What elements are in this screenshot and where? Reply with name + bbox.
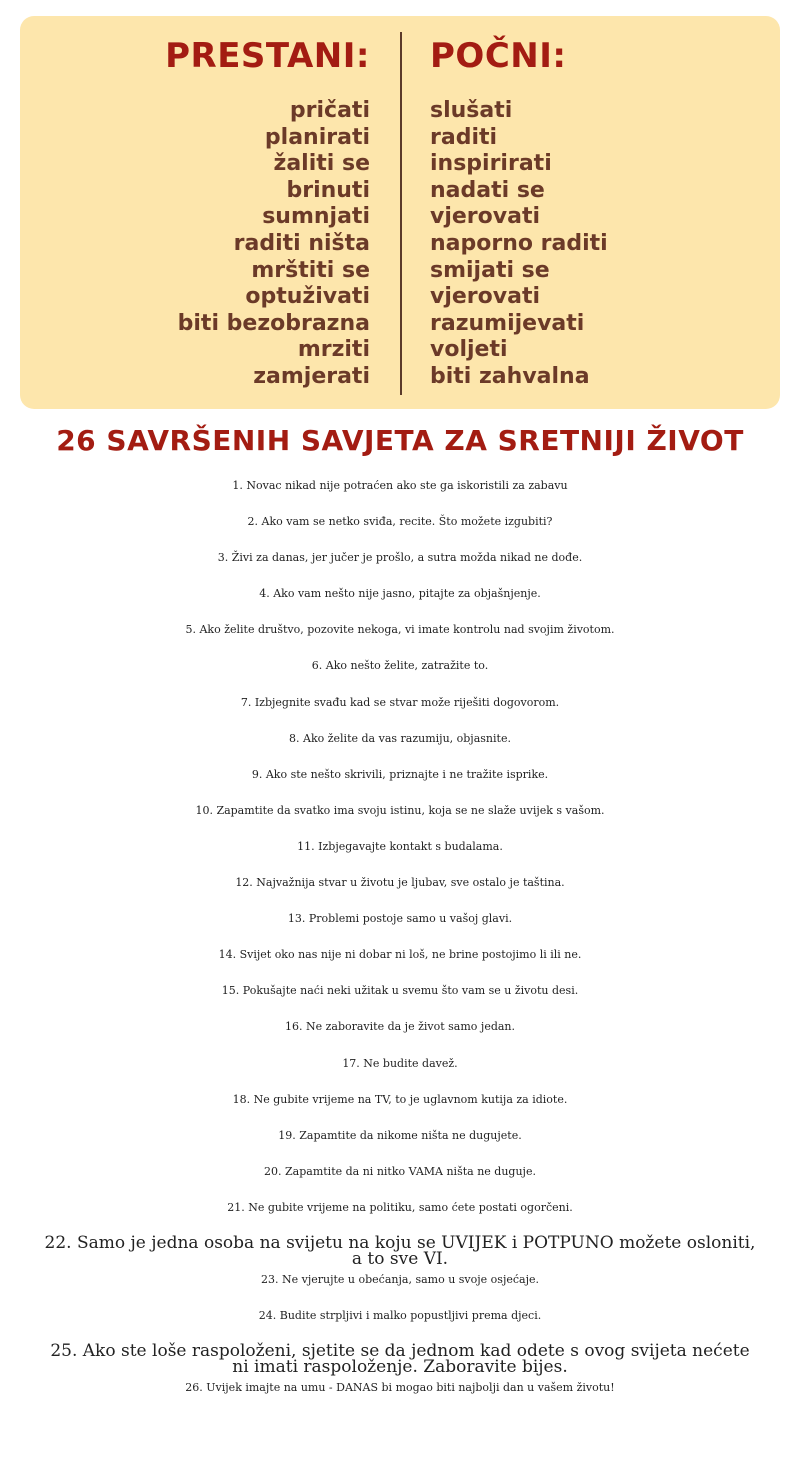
tip-item: 15. Pokušajte naći neki užitak u svemu što vam se u životu desi.: [221, 984, 579, 998]
tip-item: 26. Uvijek imajte na umu - DANAS bi mogao biti najbolji dan u vašem životu!: [185, 1381, 615, 1395]
stop-item: pričati: [289, 98, 370, 123]
start-item: raditi: [430, 124, 498, 150]
tip-item: 3. Živi za danas, jer jučer je prošlo, a sutra možda nikad ne dođe.: [217, 551, 583, 565]
stop-item: zamjerati: [253, 363, 370, 389]
tips-list: [0, 477, 800, 1415]
stop-start-card: [20, 16, 780, 409]
stop-item: biti bezobrazna: [177, 310, 370, 336]
stop-heading: PRESTANI:: [165, 36, 370, 76]
tip-item: 5. Ako želite društvo, pozovite nekoga, vi imate kontrolu nad svojim životom.: [185, 623, 615, 637]
column-divider: [400, 32, 402, 395]
tip-item: 17. Ne budite davež.: [342, 1056, 458, 1070]
start-item: nadati se: [430, 177, 545, 203]
tip-item: 20. Zapamtite da ni nitko VAMA ništa ne duguje.: [264, 1164, 536, 1178]
tip-item: 13. Problemi postoje samo u vašoj glavi.: [287, 912, 513, 926]
tip-item: 7. Izbjegnite svađu kad se stvar može riješiti dogovorom.: [240, 695, 560, 709]
stop-item: planirati: [264, 124, 370, 150]
stop-column: [165, 38, 370, 391]
tip-item: 24. Budite strpljivi i malko popustljivi prema djeci.: [258, 1309, 542, 1323]
tip-item: 2. Ako vam se netko sviđa, recite. Što možete izgubiti?: [247, 515, 553, 529]
start-list: [430, 98, 608, 391]
start-item: razumijevati: [430, 310, 585, 336]
start-item: naporno raditi: [430, 230, 608, 256]
stop-item: brinuti: [286, 177, 370, 203]
page-title: 26 SAVRŠENIH SAVJETA ZA SRETNIJI ŽIVOT: [56, 424, 744, 457]
tip-item: 12. Najvažnija stvar u životu je ljubav, sve ostalo je taština.: [235, 876, 565, 890]
stop-item: mrziti: [297, 337, 370, 363]
start-heading: POČNI:: [430, 36, 567, 76]
start-item: voljeti: [430, 337, 508, 363]
tip-item: 6. Ako nešto želite, zatražite to.: [311, 659, 489, 673]
tip-item: 4. Ako vam nešto nije jasno, pitajte za objašnjenje.: [259, 587, 541, 601]
tip-item: 25. Ako ste loše raspoloženi, sjetite se da jednom kad odete s ovog svijeta nećete ni imati raspoloženje. Zaboravite bijes.: [50, 1341, 750, 1378]
stop-item: žaliti se: [273, 151, 370, 177]
tip-item: 14. Svijet oko nas nije ni dobar ni loš, ne brine postojimo li ili ne.: [218, 948, 582, 962]
start-item: smijati se: [430, 257, 550, 283]
tip-item: 10. Zapamtite da svatko ima svoju istinu, koja se ne slaže uvijek s vašom.: [195, 803, 605, 817]
start-item: inspirirati: [430, 151, 552, 177]
stop-list: [165, 98, 370, 391]
tip-item: 19. Zapamtite da nikome ništa ne dugujete.: [278, 1128, 522, 1142]
start-item: biti zahvalna: [430, 363, 590, 389]
tip-item: 21. Ne gubite vrijeme na politiku, samo ćete postati ogorčeni.: [227, 1200, 573, 1214]
tip-item: 18. Ne gubite vrijeme na TV, to je uglavnom kutija za idiote.: [232, 1092, 568, 1106]
stop-item: raditi ništa: [233, 230, 370, 256]
tip-item: 16. Ne zaboravite da je život samo jedan.: [284, 1020, 516, 1034]
tip-item: 11. Izbjegavajte kontakt s budalama.: [297, 839, 503, 853]
tip-item: 1. Novac nikad nije potraćen ako ste ga iskoristili za zabavu: [232, 479, 568, 492]
stop-item: sumnjati: [262, 204, 370, 230]
tip-item: 23. Ne vjerujte u obećanja, samo u svoje osjećaje.: [260, 1273, 539, 1287]
tip-item: 22. Samo je jedna osoba na svijetu na koju se UVIJEK i POTPUNO možete osloniti, a to sve VI.: [44, 1232, 756, 1269]
start-item: vjerovati: [430, 284, 541, 310]
start-item: slušati: [430, 98, 513, 123]
start-column: [430, 38, 608, 391]
stop-item: mrštiti se: [251, 257, 370, 283]
stop-item: optuživati: [245, 284, 370, 310]
tip-item: 8. Ako želite da vas razumiju, objasnite.: [289, 731, 511, 745]
start-item: vjerovati: [430, 204, 541, 230]
tip-item: 9. Ako ste nešto skrivili, priznajte i ne tražite isprike.: [251, 767, 549, 781]
